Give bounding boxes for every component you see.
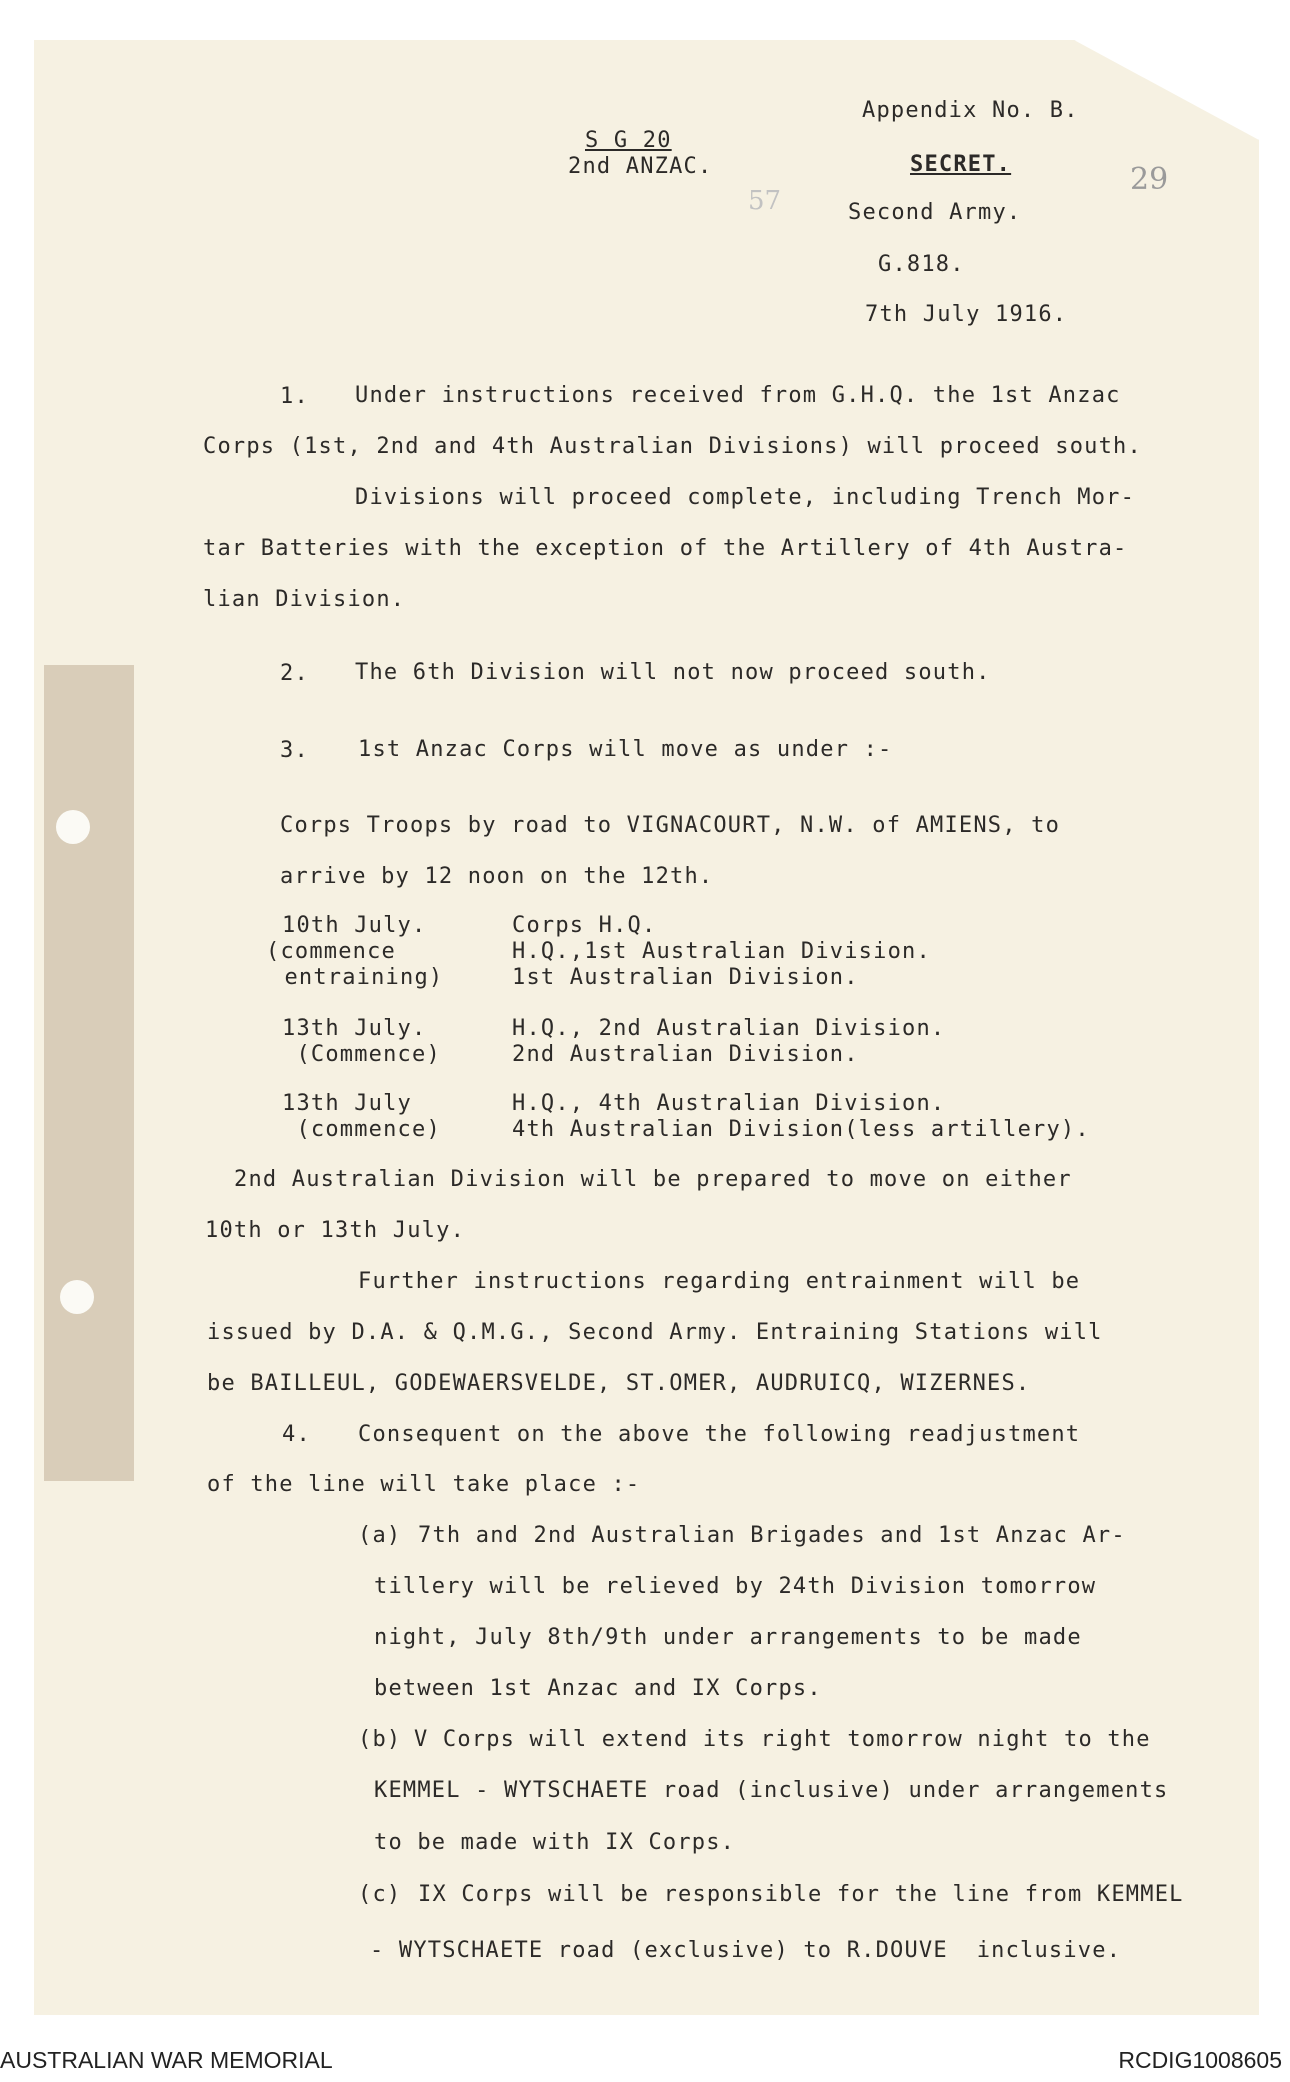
para3-line: 2nd Australian Division will be prepared to move on either xyxy=(234,1167,1072,1192)
para-number: 1. xyxy=(280,384,309,409)
schedule-unit: H.Q.,1st Australian Division. xyxy=(512,939,931,964)
reference-unit: 2nd ANZAC. xyxy=(568,154,713,179)
footer-record-id: RCDIG1008605 xyxy=(1118,2047,1282,2073)
para1-line: lian Division. xyxy=(203,587,406,612)
schedule-date: 13th July xyxy=(282,1091,413,1116)
faint-pencil-number: 57 xyxy=(748,186,782,216)
schedule-unit: Corps H.Q. xyxy=(512,913,657,938)
item-line: to be made with IX Corps. xyxy=(374,1830,736,1855)
item-label: (a) xyxy=(358,1523,402,1548)
schedule-unit: 4th Australian Division(less artillery). xyxy=(512,1117,1090,1142)
schedule-date: (commence) xyxy=(282,1117,441,1142)
para1-line: Divisions will proceed complete, including Trench Mor- xyxy=(355,485,1136,510)
schedule-unit: 1st Australian Division. xyxy=(512,965,859,990)
memo-number: G.818. xyxy=(878,252,965,277)
corps-troops-line: arrive by 12 noon on the 12th. xyxy=(280,864,714,889)
classification-stamp: SECRET. xyxy=(910,152,1012,177)
item-line: - WYTSCHAETE road (exclusive) to R.DOUVE inclusive. xyxy=(370,1938,1122,1963)
army-heading: Second Army. xyxy=(848,200,1022,225)
schedule-date: entraining) xyxy=(270,965,444,990)
para1-line: tar Batteries with the exception of the Artillery of 4th Austra- xyxy=(203,536,1128,561)
item-line: between 1st Anzac and IX Corps. xyxy=(374,1676,822,1701)
item-label: (b) xyxy=(358,1727,402,1752)
appendix-label: Appendix No. B. xyxy=(862,98,1079,123)
folio-number: 29 xyxy=(1130,162,1169,197)
corps-troops-line: Corps Troops by road to VIGNACOURT, N.W. of AMIENS, to xyxy=(280,813,1061,838)
schedule-unit: H.Q., 4th Australian Division. xyxy=(512,1091,946,1116)
schedule-unit: H.Q., 2nd Australian Division. xyxy=(512,1016,946,1041)
para-number: 2. xyxy=(280,661,309,686)
schedule-date: 13th July. xyxy=(282,1016,427,1041)
para4-line: of the line will take place :- xyxy=(207,1472,641,1497)
para3-line: Further instructions regarding entrainment will be xyxy=(358,1269,1081,1294)
footer-institution: AUSTRALIAN WAR MEMORIAL xyxy=(0,2047,333,2073)
para3-text: 1st Anzac Corps will move as under :- xyxy=(358,737,893,762)
para2-text: The 6th Division will not now proceed south. xyxy=(355,660,991,685)
schedule-date: 10th July. xyxy=(282,913,427,938)
document-date: 7th July 1916. xyxy=(865,302,1068,327)
para4-line: Consequent on the above the following readjustment xyxy=(358,1422,1081,1447)
binding-tab xyxy=(44,665,134,1481)
item-line: KEMMEL - WYTSCHAETE road (inclusive) under arrangements xyxy=(374,1778,1169,1803)
para1-line: Corps (1st, 2nd and 4th Australian Divisions) will proceed south. xyxy=(203,434,1142,459)
para-number: 3. xyxy=(280,738,309,763)
para3-line: issued by D.A. & Q.M.G., Second Army. Entraining Stations will xyxy=(207,1320,1103,1345)
para1-line: Under instructions received from G.H.Q. the 1st Anzac xyxy=(355,383,1121,408)
punch-hole xyxy=(60,1280,94,1314)
para-number: 4. xyxy=(282,1422,311,1447)
schedule-date: (commence xyxy=(266,939,397,964)
punch-hole xyxy=(56,810,90,844)
item-line: tillery will be relieved by 24th Division tomorrow xyxy=(374,1574,1097,1599)
para3-line: be BAILLEUL, GODEWAERSVELDE, ST.OMER, AUDRUICQ, WIZERNES. xyxy=(207,1371,1031,1396)
para3-line: 10th or 13th July. xyxy=(205,1218,466,1243)
item-line: 7th and 2nd Australian Brigades and 1st Anzac Ar- xyxy=(418,1523,1126,1548)
item-line: night, July 8th/9th under arrangements to be made xyxy=(374,1625,1082,1650)
schedule-unit: 2nd Australian Division. xyxy=(512,1042,859,1067)
item-line: V Corps will extend its right tomorrow night to the xyxy=(414,1727,1151,1752)
item-line: IX Corps will be responsible for the line from KEMMEL xyxy=(418,1882,1184,1907)
schedule-date: (Commence) xyxy=(282,1042,441,1067)
reference-code: S G 20 xyxy=(585,128,672,153)
item-label: (c) xyxy=(358,1882,402,1907)
